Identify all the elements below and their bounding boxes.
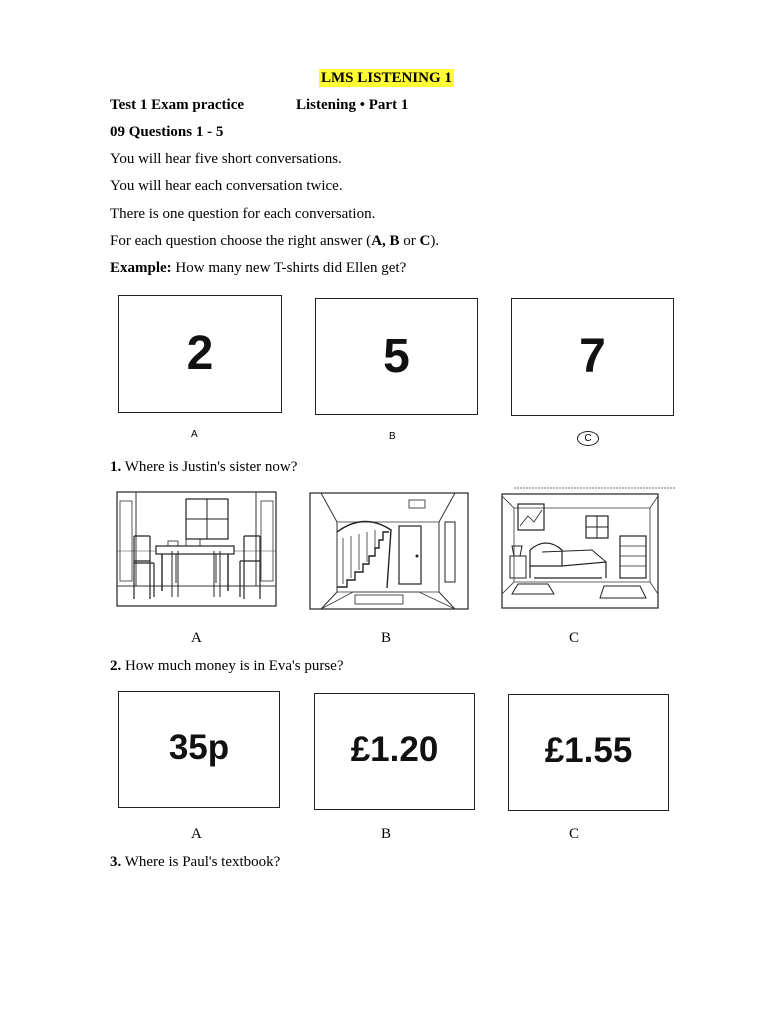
question-1-text: Where is Justin's sister now? [121, 459, 298, 475]
choose-mid: or [399, 233, 420, 249]
question-2 [110, 657, 344, 675]
instruction-line: You will hear five short conversations. [110, 151, 342, 167]
example-option-c-box [511, 298, 674, 416]
question-1-option-b-letter: B [381, 630, 392, 646]
question-3 [110, 853, 280, 871]
example-option-b-box [315, 298, 478, 415]
question-1-option-a-letter: A [191, 630, 202, 646]
question-3-text: Where is Paul's textbook? [121, 854, 281, 870]
question-2-option-a-box [118, 691, 280, 808]
instruction-line: There is one question for each conversation. [110, 206, 376, 222]
test-label: Test 1 Exam practice [110, 97, 245, 113]
question-3-number: 3. [110, 854, 122, 870]
choose-suffix: ). [430, 233, 440, 249]
example-question [110, 259, 406, 277]
question-2-option-a-amount: 35p [168, 728, 230, 767]
example-option-c-number: 7 [579, 330, 606, 383]
example-option-b-number: 5 [383, 330, 410, 383]
example-option-a-letter: A [191, 429, 198, 440]
hallway-stairs-picture [309, 492, 469, 610]
question-2-option-c-box [508, 694, 669, 811]
instruction-line: You will hear each conversation twice. [110, 178, 343, 194]
question-1-option-c-letter: C [569, 630, 580, 646]
example-option-a-box [118, 295, 282, 413]
question-2-option-b-amount: £1.20 [350, 730, 439, 769]
example-label: Example: [110, 260, 172, 276]
question-2-text: How much money is in Eva's purse? [121, 658, 344, 674]
choose-instruction [110, 232, 439, 250]
example-text: How many new T-shirts did Ellen get? [171, 260, 407, 276]
example-option-b-letter: B [389, 431, 396, 442]
part-label: Listening • Part 1 [296, 97, 409, 113]
choose-c: C [419, 233, 431, 249]
page-title: LMS LISTENING 1 [321, 70, 452, 86]
questions-label: 09 Questions 1 - 5 [110, 124, 224, 140]
question-2-option-c-letter: C [569, 826, 580, 842]
choose-prefix: For each question choose the right answer ( [110, 233, 372, 249]
question-1-number: 1. [110, 459, 122, 475]
question-2-option-a-letter: A [191, 826, 202, 842]
example-option-c-circled-letter: C [577, 431, 599, 446]
example-option-a-number: 2 [186, 327, 214, 380]
question-2-option-b-letter: B [381, 826, 392, 842]
question-2-option-c-amount: £1.55 [544, 731, 633, 770]
bedroom-picture [500, 486, 678, 610]
choose-ab: A, B [371, 233, 400, 249]
question-2-number: 2. [110, 658, 122, 674]
question-1 [110, 458, 297, 476]
dining-room-picture [116, 491, 277, 607]
question-2-option-b-box [314, 693, 475, 810]
